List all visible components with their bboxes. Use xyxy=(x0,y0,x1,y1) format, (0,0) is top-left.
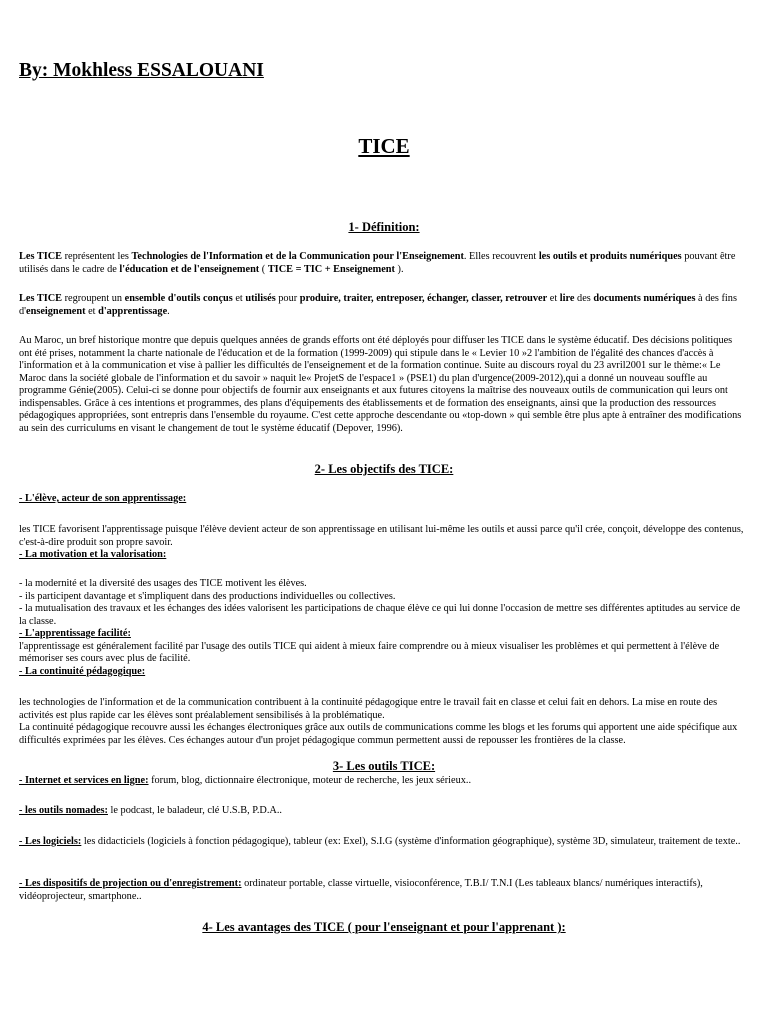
subsection-title: - La continuité pédagogique: xyxy=(19,665,146,677)
subsection-title: - L'élève, acteur de son apprentissage: xyxy=(19,493,187,504)
objective-4-block xyxy=(19,697,747,747)
text-run: regroupent un xyxy=(62,293,125,304)
document-title: TICE xyxy=(358,134,410,158)
text-bold: enseignement xyxy=(26,305,86,317)
list-item: - ils participent davantage et s'impliquent dans des productions individuelles ou collectives. xyxy=(19,590,396,602)
tool-text: le podcast, le baladeur, clé U.S.B, P.D.A.. xyxy=(107,805,282,816)
objective-text: les technologies de l'information et de la communication contribuent à la continuité pédagogique entre le travail fait en classe et celui fait en dehors. La mise en route des activités est plus rapide car les élèves sont préalablement sensibilisés à la problématique. xyxy=(19,697,718,721)
author-line: By: Mokhless ESSALOUANI xyxy=(19,60,264,81)
section-heading-advantages: 4- Les avantages des TICE ( pour l'enseignant et pour l'apprenant ): xyxy=(202,920,566,934)
definition-paragraph-1 xyxy=(19,251,747,276)
tool-title: - Les dispositifs de projection ou d'enregistrement: xyxy=(19,878,242,889)
text-bold: Technologies de l'Information et de la Communication pour l'Enseignement xyxy=(131,251,464,262)
text-run: et xyxy=(547,293,560,304)
objective-text: La continuité pédagogique recouvre aussi les échanges électroniques grâce aux outils de communications comme les blogs et les forums qui apportent une aide spécifique aux difficultés exprimées par les élèves. Ces échanges autour d'un projet pédagogique commun permettent aussi de repousser les frontières de la classe. xyxy=(19,722,738,746)
tool-title: - Internet et services en ligne: xyxy=(19,775,149,786)
history-text: Au Maroc, un bref historique montre que depuis quelques années de grands efforts ont été déployés pour diffuser les TICE dans le système éducatif. Des décisions politiques ont été prises, notamment la charte nationale de l'éducation et de la formation (1999-2009) qui stipule dans le « Levier 10 »2 l'ambition de l'égalité des chances d'accès à l'information et à la communication et vise à pallier les difficultés de l'enseignement et de la formation continue. Suite au discours royal du 23 avril2001 sur le thème:« Le Maroc dans la société globale de l'information et du savoir » naquit le« ProjetS de l'espace1 » (PSE1) du plan d'urgence(2009-2012),qui a donné un nouveau souffle au programme Génie(2005). Celui-ci se donne pour objectifs de fournir aux enseignants et aux futures citoyens la maîtrise des nouveaux outils de communication qui leurs ont indispensables. Grâce à ces intentions et programmes, des plans d'équipements des établissements et de formation des enseignants, ainsi que la production des ressources pédagogiques appropriées, sont entrepris dans l'ensemble du royaume. C'est cette approche descendante ou «top-down » qui semble être plus apte à entraîner des modifications au sein des curriculums en visant le changement de tout le système éducatif (Depover, 1996). xyxy=(19,335,742,434)
text-run: des xyxy=(574,293,594,304)
tool-4 xyxy=(19,878,747,903)
objective-text: les TICE favorisent l'apprentissage puisque l'élève devient acteur de son apprentissage en utilisant lui-même les outils et aussi parce qu'il crée, conçoit, développe des contenus, c'est-à-dire produit son propre savoir. xyxy=(19,524,744,548)
text-bold: lire xyxy=(559,293,575,304)
subsection-title: - La motivation et la valorisation: xyxy=(19,549,167,560)
definition-paragraph-2 xyxy=(19,293,747,318)
text-bold: les outils et produits numériques xyxy=(538,251,682,262)
text-bold: ensemble d'outils conçus xyxy=(124,293,233,304)
text-bold: l'éducation et de l'enseignement xyxy=(119,263,260,275)
text-bold: produire, traiter, entreposer, échanger, classer, retrouver xyxy=(299,293,548,304)
tool-text: forum, blog, dictionnaire électronique, moteur de recherche, les jeux sérieux.. xyxy=(148,775,472,786)
objective-text: l'apprentissage est généralement facilité par l'usage des outils TICE qui aident à mieux faire comprendre ou à mieux visualiser les problèmes et qui permettent à l'élève de mémoriser ses cours avec plus de facilité. xyxy=(19,640,720,664)
tool-2 xyxy=(19,805,747,818)
section-heading-objectives: 2- Les objectifs des TICE: xyxy=(314,462,454,476)
tool-title: - Les logiciels: xyxy=(19,836,82,847)
list-item: - la modernité et la diversité des usages des TICE motivent les élèves. xyxy=(19,578,307,589)
text-run: à des fins d' xyxy=(19,293,737,317)
text-run: et xyxy=(232,293,246,304)
section-heading-definition: 1- Définition: xyxy=(348,220,420,234)
text-run: . xyxy=(167,305,170,317)
text-run: représentent les xyxy=(62,251,132,262)
text-run: pour xyxy=(275,293,300,304)
text-run: et xyxy=(85,305,99,317)
text-run: ). xyxy=(394,263,404,275)
text-bold: documents numériques xyxy=(593,293,696,304)
text-bold: Les TICE xyxy=(19,293,63,304)
text-run: pouvant être utilisés dans le cadre de xyxy=(19,251,736,275)
text-bold: Les TICE xyxy=(19,251,63,262)
text-run: ( xyxy=(259,263,268,275)
text-run: . Elles recouvrent xyxy=(463,251,539,262)
section-heading-tools: 3- Les outils TICE: xyxy=(332,759,436,773)
tool-text: les didacticiels (logiciels à fonction pédagogique), tableur (ex: Exel), S.I.G (système d'information géographique), système 3D, simulateur, traitement de texte.. xyxy=(81,836,741,847)
objective-1-title xyxy=(19,493,747,506)
definition-paragraph-3 xyxy=(19,335,747,435)
text-bold: TICE = TIC + Enseignement xyxy=(267,263,395,275)
subsection-title: - L'apprentissage facilité: xyxy=(19,628,131,639)
objective-1-block xyxy=(19,524,747,562)
text-bold: d'apprentissage xyxy=(98,305,168,317)
tool-1 xyxy=(19,775,747,788)
tool-title: - les outils nomades: xyxy=(19,805,108,816)
tool-3 xyxy=(19,836,747,849)
tool-text: ordinateur portable, classe virtuelle, visioconférence, T.B.I/ T.N.I (Les tableaux blancs/ numériques interactifs), vidéoprojecteur, smartphone.. xyxy=(19,878,703,902)
objective-2-list xyxy=(19,578,747,678)
list-item: - la mutualisation des travaux et les échanges des idées valorisent les participations de chaque élève ce qui lui donne l'occasion de mettre ses différentes aptitudes au service de la classe. xyxy=(19,603,741,627)
text-bold: utilisés xyxy=(245,293,276,304)
